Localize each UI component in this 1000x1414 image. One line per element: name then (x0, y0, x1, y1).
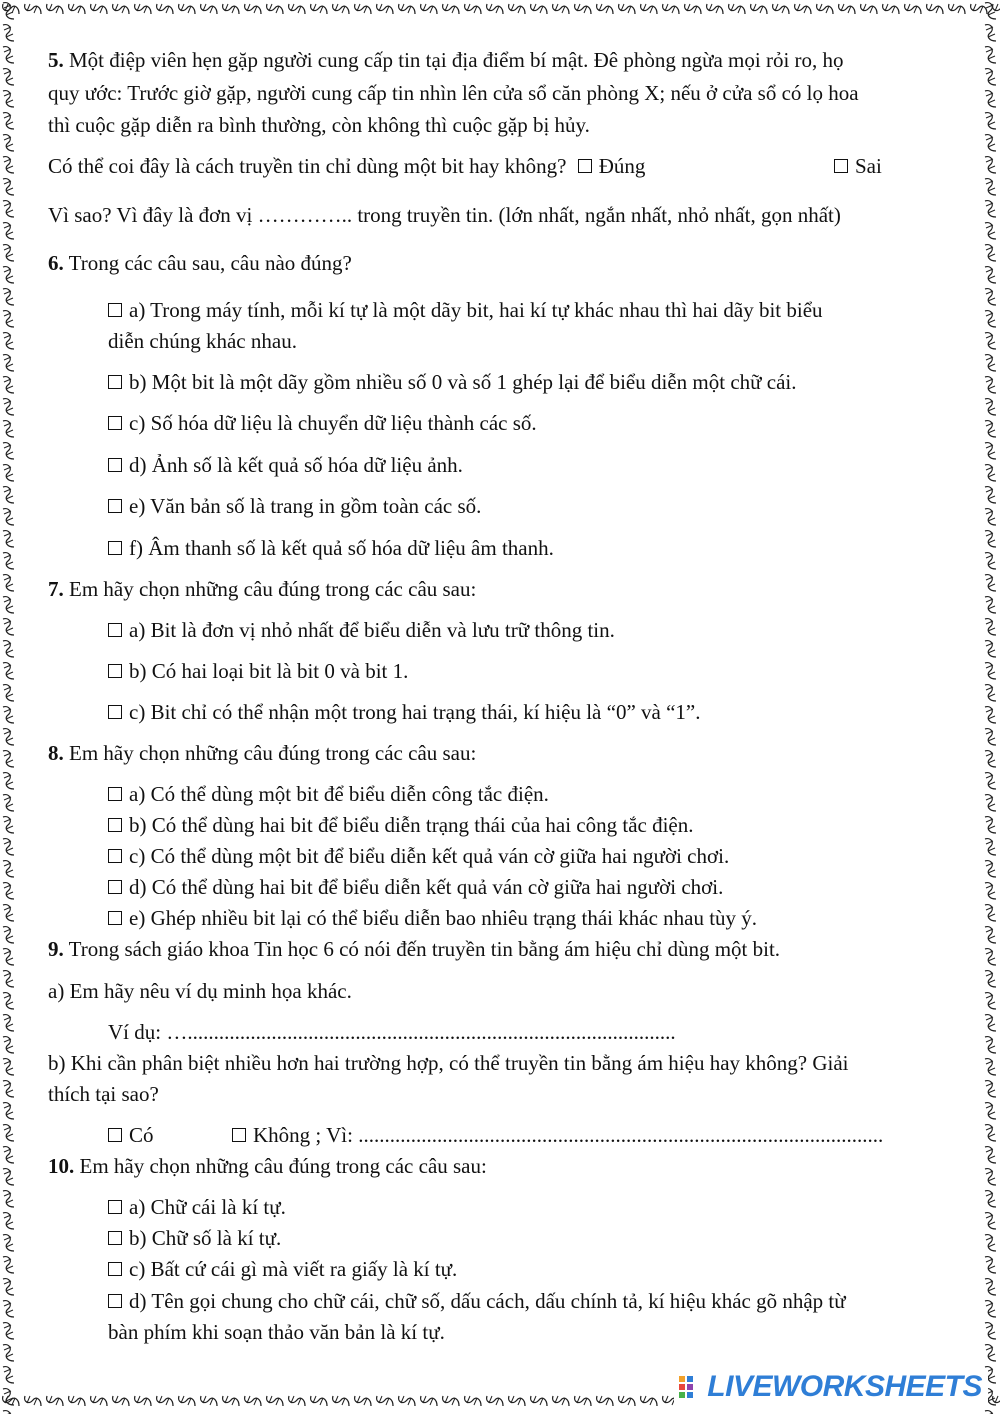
q6-option-d (108, 452, 463, 478)
q6-option-a (108, 297, 823, 323)
q5-why: Vì sao? Vì đây là đơn vị ………….. trong truyền tin. (lớn nhất, ngắn nhất, nhỏ nhất, gọn nhất) (48, 203, 841, 227)
q5-number: 5. (48, 48, 64, 72)
q5-true-checkbox[interactable] (578, 159, 592, 173)
q6-title-line (48, 250, 352, 276)
q5-false-checkbox[interactable] (834, 159, 848, 173)
q6-d-checkbox[interactable] (108, 458, 122, 472)
q5-line-2: quy ước: Trước giờ gặp, người cung cấp tin nhìn lên cửa sổ căn phòng X; nếu ở cửa sổ có lọ hoa (48, 81, 859, 105)
q10-a-checkbox[interactable] (108, 1200, 122, 1214)
q7-title: Em hãy chọn những câu đúng trong các câu sau: (69, 577, 477, 601)
q10-b-text: b) Chữ số là kí tự. (129, 1226, 282, 1250)
q10-d-text: d) Tên gọi chung cho chữ cái, chữ số, dấu cách, dấu chính tả, kí hiệu khác gõ nhập từ (129, 1289, 846, 1313)
q8-b-checkbox[interactable] (108, 818, 122, 832)
q5-line-1 (48, 47, 844, 73)
q10-number: 10. (48, 1154, 75, 1178)
q6-option-f (108, 535, 554, 561)
q6-c-text: c) Số hóa dữ liệu là chuyển dữ liệu thành các số. (129, 411, 537, 435)
q8-option-c (108, 843, 729, 869)
q5-false-label: Sai (855, 154, 882, 178)
q8-a-checkbox[interactable] (108, 787, 122, 801)
q8-option-e (108, 905, 757, 931)
q10-option-d (108, 1288, 846, 1314)
q5-question-line (48, 153, 645, 179)
q10-option-d-cont: bàn phím khi soạn thảo văn bản là kí tự. (108, 1320, 445, 1344)
q6-e-checkbox[interactable] (108, 499, 122, 513)
q8-b-text: b) Có thể dùng hai bit để biểu diễn trạng thái của hai công tắc điện. (129, 813, 694, 837)
q6-number: 6. (48, 251, 64, 275)
q7-a-text: a) Bit là đơn vị nhỏ nhất để biểu diễn và lưu trữ thông tin. (129, 618, 615, 642)
q6-title: Trong các câu sau, câu nào đúng? (68, 251, 352, 275)
q5-line-3: thì cuộc gặp diễn ra bình thường, còn không thì cuộc gặp bị hủy. (48, 113, 590, 137)
q7-number: 7. (48, 577, 64, 601)
q8-a-text: a) Có thể dùng một bit để biểu diễn công tắc điện. (129, 782, 549, 806)
q10-title: Em hãy chọn những câu đúng trong các câu sau: (79, 1154, 487, 1178)
q9-title: Trong sách giáo khoa Tin học 6 có nói đến truyền tin bằng ám hiệu chỉ dùng một bit. (68, 937, 781, 961)
q9-part-b-1: b) Khi cần phân biệt nhiều hơn hai trường hợp, có thể truyền tin bằng ám hiệu hay không? Giải (48, 1051, 849, 1075)
q9-yes-label: Có (129, 1123, 154, 1147)
q5-true-label: Đúng (598, 154, 646, 178)
q7-title-line (48, 576, 476, 602)
q8-e-text: e) Ghép nhiều bit lại có thể biểu diễn bao nhiêu trạng thái khác nhau tùy ý. (129, 906, 758, 930)
q9-example-field[interactable]: Ví dụ: …............................................................................................. (108, 1020, 676, 1044)
q10-d-checkbox[interactable] (108, 1294, 122, 1308)
q5-question: Có thể coi đây là cách truyền tin chỉ dùng một bit hay không? (48, 154, 567, 178)
q8-option-a (108, 781, 549, 807)
q9-part-a: a) Em hãy nêu ví dụ minh họa khác. (48, 979, 352, 1003)
q10-option-a (108, 1194, 286, 1220)
q7-b-checkbox[interactable] (108, 664, 122, 678)
q6-c-checkbox[interactable] (108, 416, 122, 430)
q6-option-e (108, 493, 481, 519)
q8-e-checkbox[interactable] (108, 911, 122, 925)
q10-option-c (108, 1256, 457, 1282)
q8-title: Em hãy chọn những câu đúng trong các câu sau: (69, 741, 477, 765)
q6-option-c (108, 410, 537, 436)
q6-a-checkbox[interactable] (108, 303, 122, 317)
liveworksheets-mark-icon (678, 1374, 704, 1400)
q6-f-checkbox[interactable] (108, 541, 122, 555)
q7-option-a (108, 617, 615, 643)
q9-no-option (232, 1122, 883, 1148)
q8-d-text: d) Có thể dùng hai bit để biểu diễn kết quả ván cờ giữa hai người chơi. (129, 875, 724, 899)
q8-c-text: c) Có thể dùng một bit để biểu diễn kết quả ván cờ giữa hai người chơi. (129, 844, 730, 868)
q6-a-text: a) Trong máy tính, mỗi kí tự là một dãy bit, hai kí tự khác nhau thì hai dãy bit biểu (129, 298, 823, 322)
q10-c-checkbox[interactable] (108, 1262, 122, 1276)
q8-number: 8. (48, 741, 64, 765)
q7-option-b (108, 658, 408, 684)
q8-option-d (108, 874, 723, 900)
q5-false-option (834, 153, 882, 179)
q10-c-text: c) Bất cứ cái gì mà viết ra giấy là kí tự. (129, 1257, 458, 1281)
q7-a-checkbox[interactable] (108, 623, 122, 637)
q10-title-line (48, 1153, 487, 1179)
q6-option-a-cont: diễn chúng khác nhau. (108, 329, 297, 353)
q10-option-b (108, 1225, 281, 1251)
q8-title-line (48, 740, 476, 766)
q9-yes-option (108, 1122, 154, 1148)
logo-text: LIVEWORKSHEETS (707, 1370, 982, 1403)
q8-option-b (108, 812, 694, 838)
q8-c-checkbox[interactable] (108, 849, 122, 863)
liveworksheets-logo[interactable] (674, 1368, 988, 1406)
q9-title-line (48, 936, 780, 962)
q6-f-text: f) Âm thanh số là kết quả số hóa dữ liệu âm thanh. (129, 536, 554, 560)
q7-b-text: b) Có hai loại bit là bit 0 và bit 1. (129, 659, 409, 683)
q9-yes-checkbox[interactable] (108, 1128, 122, 1142)
q9-part-b-2: thích tại sao? (48, 1082, 159, 1106)
q6-option-b (108, 369, 797, 395)
q7-c-checkbox[interactable] (108, 705, 122, 719)
q5-text-1: Một điệp viên hẹn gặp người cung cấp tin tại địa điểm bí mật. Đê phòng ngừa mọi rỏi ro, họ (69, 48, 844, 72)
q6-d-text: d) Ảnh số là kết quả số hóa dữ liệu ảnh. (129, 453, 463, 477)
q9-number: 9. (48, 937, 64, 961)
q7-c-text: c) Bit chỉ có thể nhận một trong hai trạng thái, kí hiệu là “0” và “1”. (129, 700, 701, 724)
q9-no-label[interactable]: Không ; Vì: .................................................................................................... (253, 1123, 884, 1147)
q6-b-checkbox[interactable] (108, 375, 122, 389)
q9-no-checkbox[interactable] (232, 1128, 246, 1142)
q6-e-text: e) Văn bản số là trang in gồm toàn các số. (129, 494, 482, 518)
q6-b-text: b) Một bit là một dãy gồm nhiều số 0 và số 1 ghép lại để biểu diễn một chữ cái. (129, 370, 797, 394)
q10-b-checkbox[interactable] (108, 1231, 122, 1245)
q8-d-checkbox[interactable] (108, 880, 122, 894)
q7-option-c (108, 699, 700, 725)
q10-a-text: a) Chữ cái là kí tự. (129, 1195, 286, 1219)
